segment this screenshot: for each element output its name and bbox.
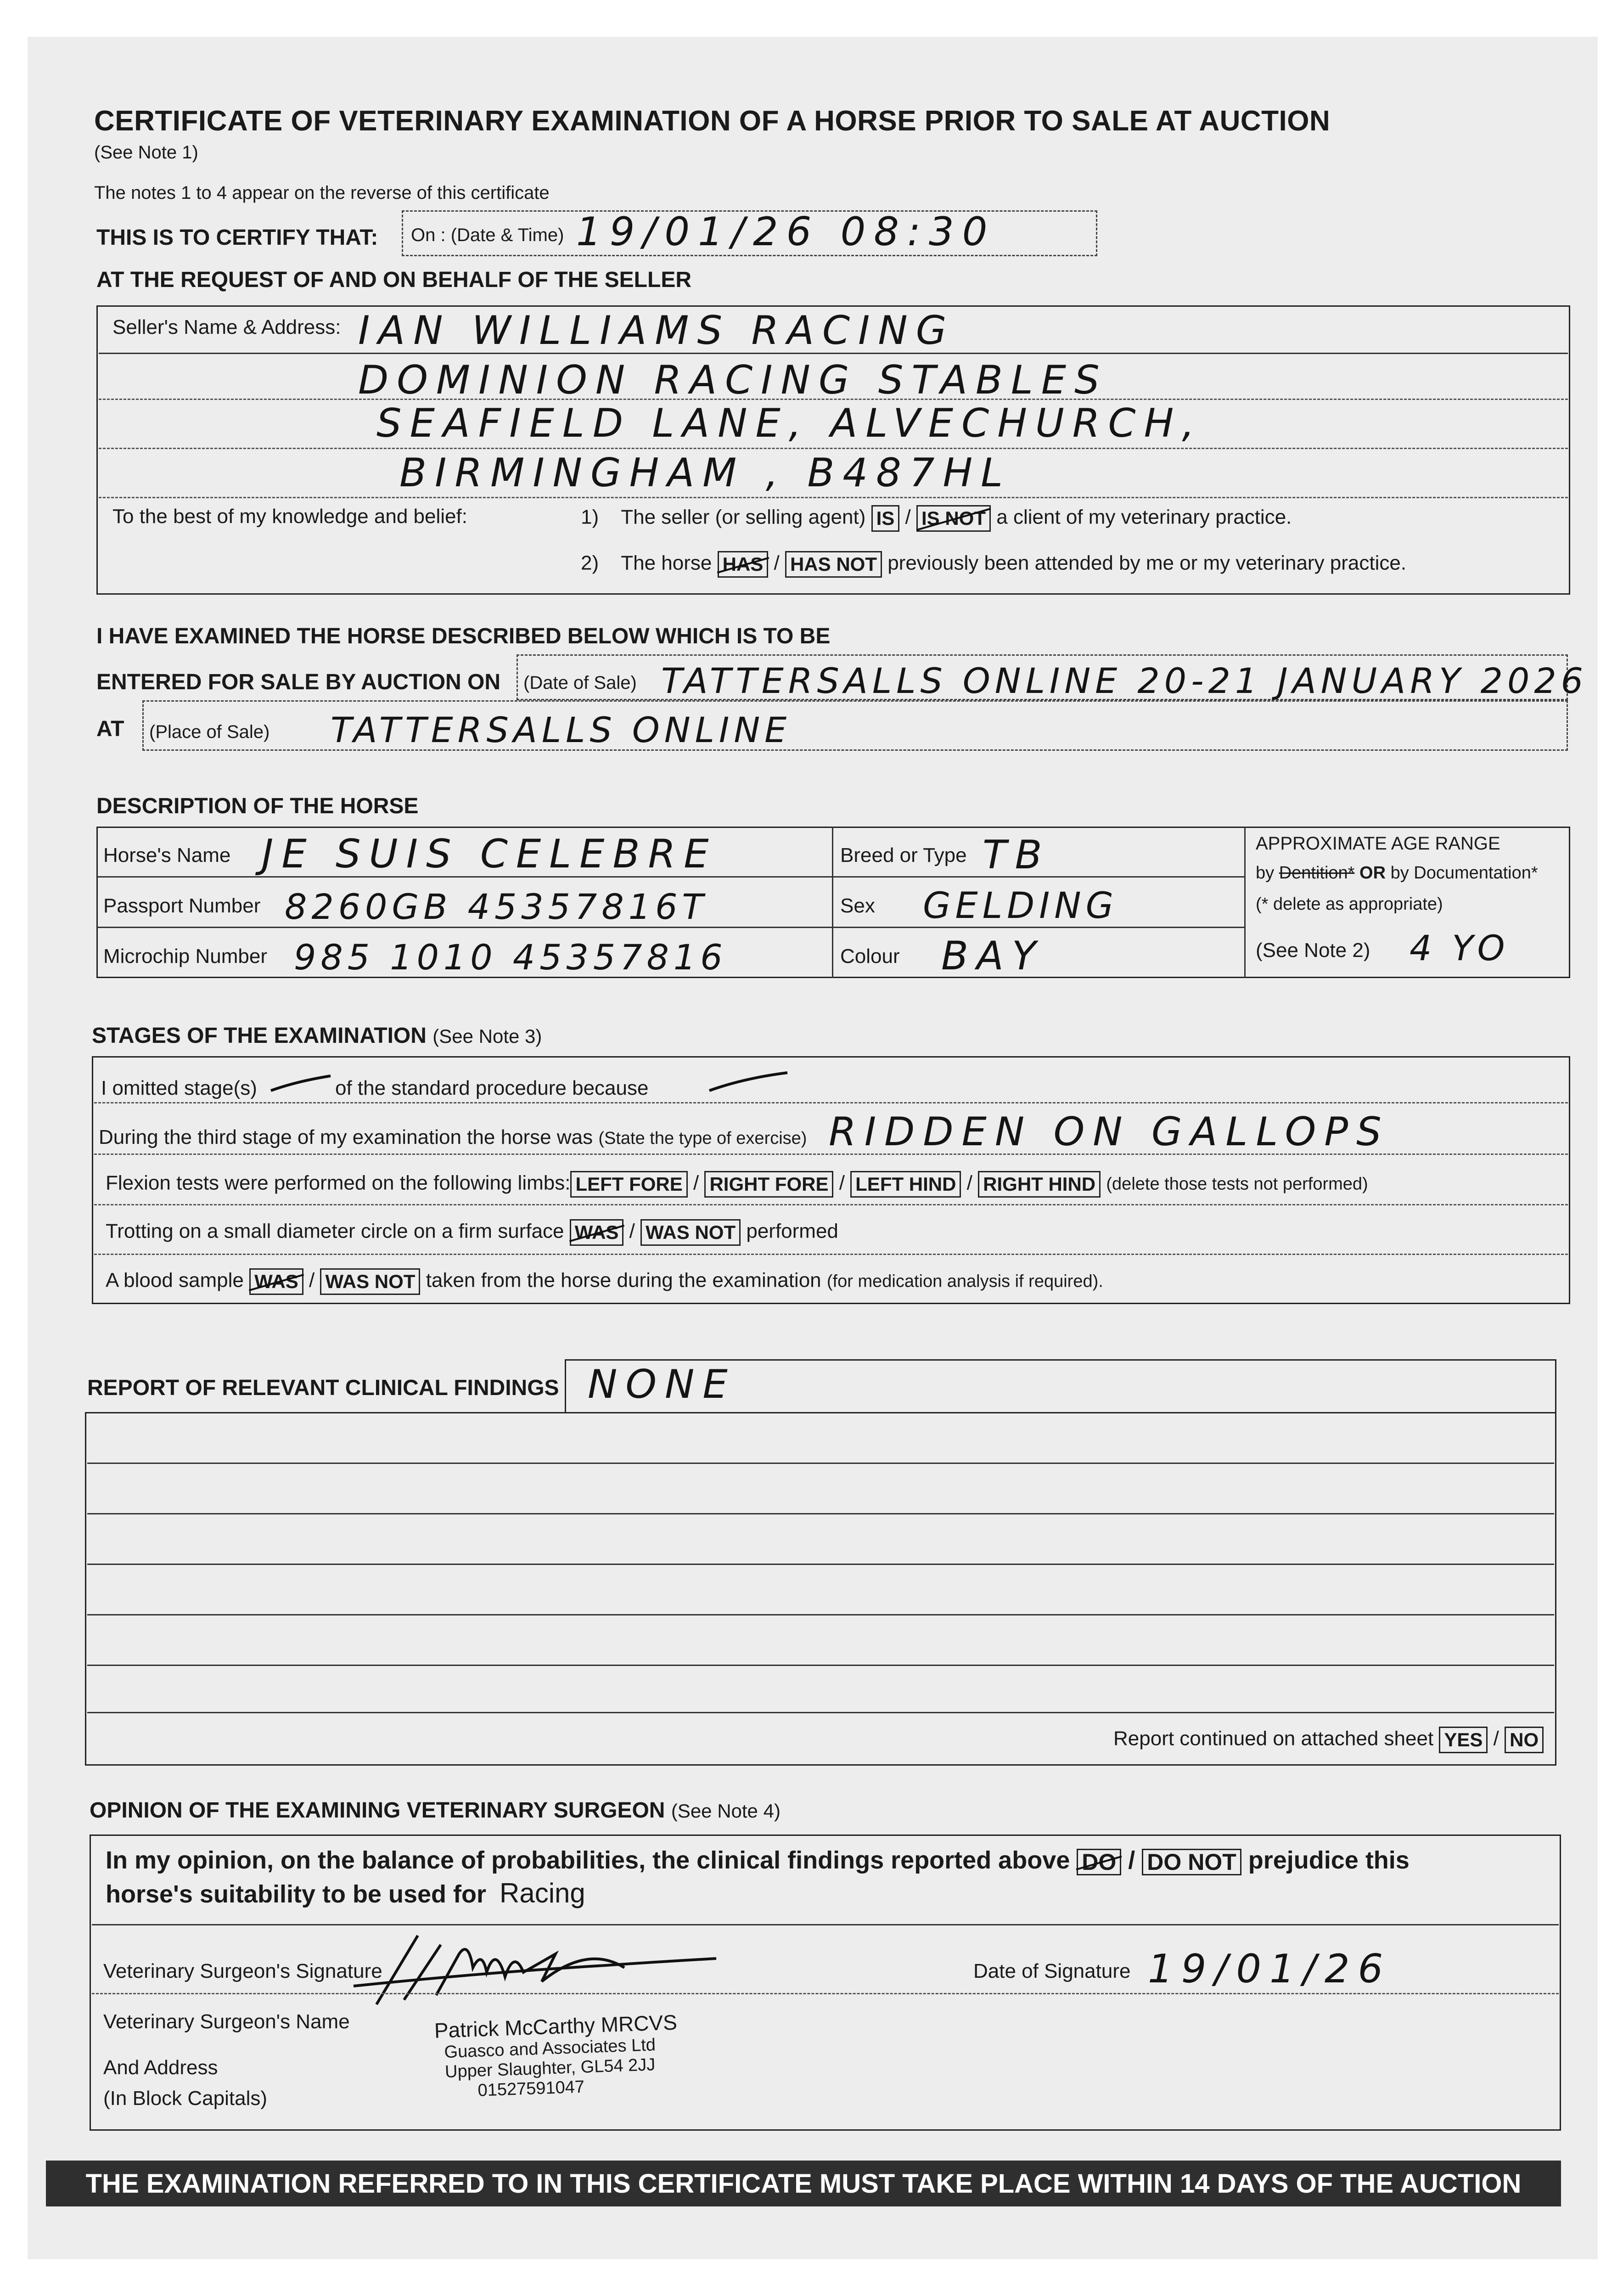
report-rule-2 (87, 1513, 1554, 1514)
trot-was-option[interactable]: WAS (570, 1219, 624, 1246)
statement-1-post: a client of my veterinary practice. (996, 506, 1292, 529)
at-label: AT (96, 717, 124, 741)
vet-signature (349, 1926, 725, 2014)
opinion-title: OPINION OF THE EXAMINING VETERINARY SURGEON (90, 1798, 665, 1823)
blood-line: A blood sample WAS / WAS NOT taken from the horse during the examination (for medication analysis if required). (106, 1268, 1103, 1295)
date-of-sale-value: TATTERSALLS ONLINE 20-21 JANUARY 2026 (661, 660, 1588, 701)
flexion-left-fore[interactable]: LEFT FORE (570, 1171, 687, 1198)
see-note-1: (See Note 1) (94, 142, 198, 163)
age-see-note: (See Note 2) (1256, 939, 1370, 962)
statement-2 (581, 551, 1406, 578)
report-rule-6 (87, 1712, 1554, 1713)
statement-2-number: 2) (581, 551, 599, 574)
report-rule-4 (87, 1614, 1554, 1615)
signature-rule (92, 1993, 1559, 1994)
seller-label: Seller's Name & Address: (112, 316, 341, 338)
vet-address-label: And Address (103, 2056, 218, 2079)
opinion-text-line-2 (106, 1877, 585, 1909)
statement-1 (581, 505, 1292, 532)
blood-post: taken from the horse during the examination (426, 1269, 821, 1292)
age-documentation-option[interactable]: by Documentation* (1390, 863, 1538, 883)
third-stage-line (99, 1126, 807, 1149)
microchip-value: 985 1010 45357816 (294, 937, 727, 978)
seller-rule-3 (99, 448, 1568, 449)
stamp-line-2: Guasco and Associates Ltd (444, 2035, 656, 2062)
on-datetime-label: On : (Date & Time) (411, 225, 564, 245)
seller-line-4: BIRMINGHAM , B487HL (399, 450, 1011, 496)
place-of-sale-label: (Place of Sale) (149, 722, 270, 742)
flexion-right-fore[interactable]: RIGHT FORE (704, 1171, 833, 1198)
certificate-title: CERTIFICATE OF VETERINARY EXAMINATION OF A HORSE PRIOR TO SALE AT AUCTION (94, 105, 1331, 137)
omitted-pre: I omitted stage(s) (101, 1077, 257, 1099)
statement-1-sep: / (905, 506, 911, 529)
omitted-post: of the standard procedure because (335, 1077, 649, 1099)
flexion-line: Flexion tests were performed on the following limbs: LEFT FORE / RIGHT FORE / LEFT HIND / RIGHT HIND (delete those tests not performed) (106, 1171, 1368, 1198)
date-signature-label: Date of Signature (973, 1960, 1131, 1982)
seller-rule-2 (99, 399, 1568, 400)
seller-line-2: DOMINION RACING STABLES (358, 357, 1108, 403)
colour-value: BAY (941, 933, 1045, 979)
colour-label: Colour (840, 945, 900, 968)
statement-2-sep: / (774, 551, 780, 574)
statement-1-pre: The seller (or selling agent) (621, 506, 866, 529)
certify-label: THIS IS TO CERTIFY THAT: (96, 225, 378, 250)
report-rule-1 (87, 1463, 1554, 1464)
age-value: 4 YO (1410, 928, 1510, 968)
stages-rule-4 (94, 1254, 1568, 1255)
horse-has-not-option[interactable]: HAS NOT (785, 551, 882, 578)
breed-label: Breed or Type (840, 844, 967, 867)
third-stage-pre: During the third stage of my examination the horse was (99, 1126, 593, 1148)
statement-2-post: previously been attended by me or my veterinary practice. (887, 551, 1407, 574)
opinion-text-post: prejudice this (1248, 1846, 1410, 1874)
entered-label: ENTERED FOR SALE BY AUCTION ON (96, 670, 501, 694)
report-yes-option[interactable]: YES (1439, 1727, 1488, 1753)
examined-label: I HAVE EXAMINED THE HORSE DESCRIBED BELOW WHICH IS TO BE (96, 624, 831, 648)
flexion-post: (delete those tests not performed) (1106, 1174, 1368, 1194)
seller-is-option[interactable]: IS (871, 505, 900, 532)
age-method-line (1256, 863, 1538, 883)
stages-note: (See Note 3) (432, 1025, 542, 1047)
microchip-label: Microchip Number (103, 945, 267, 968)
seller-rule-4 (99, 497, 1568, 498)
signature-label: Veterinary Surgeon's Signature (103, 1960, 382, 1982)
report-rule-5 (87, 1665, 1554, 1666)
opinion-text-pre: In my opinion, on the balance of probabilities, the clinical findings reported above (106, 1846, 1070, 1874)
opinion-do-not-option[interactable]: DO NOT (1142, 1849, 1241, 1875)
blood-note: (for medication analysis if required). (826, 1272, 1103, 1291)
breed-value: TB (983, 832, 1050, 878)
vet-name-label: Veterinary Surgeon's Name (103, 2010, 350, 2033)
omitted-reason-mark (707, 1070, 790, 1095)
opinion-note: (See Note 4) (671, 1800, 781, 1822)
seller-line-3: SEAFIELD LANE, ALVECHURCH, (376, 400, 1203, 446)
report-rule-3 (87, 1564, 1554, 1565)
notes-line: The notes 1 to 4 appear on the reverse of this certificate (94, 183, 550, 203)
seller-line-1: IAN WILLIAMS RACING (358, 308, 955, 354)
trot-was-not-option[interactable]: WAS NOT (640, 1219, 741, 1246)
horse-name-value: JE SUIS CELEBRE (262, 831, 717, 877)
trot-line: Trotting on a small diameter circle on a firm surface WAS / WAS NOT performed (106, 1219, 838, 1246)
report-continued-label: Report continued on attached sheet (1113, 1727, 1434, 1750)
statement-1-number: 1) (581, 506, 599, 529)
trot-post: performed (746, 1220, 838, 1243)
stages-rule-2 (94, 1154, 1568, 1155)
sex-value: GELDING (923, 885, 1118, 927)
report-value: NONE (588, 1362, 736, 1407)
horse-col-rule-1 (832, 827, 833, 978)
age-or: OR (1359, 863, 1386, 883)
horse-has-option[interactable]: HAS (718, 551, 769, 578)
age-range-title: APPROXIMATE AGE RANGE (1256, 833, 1500, 854)
opinion-use-value: Racing (500, 1878, 585, 1908)
footer-notice: THE EXAMINATION REFERRED TO IN THIS CERTIFICATE MUST TAKE PLACE WITHIN 14 DAYS OF THE AUCTION (46, 2161, 1561, 2206)
exam-datetime-value: 19/01/26 08:30 (576, 209, 996, 255)
flexion-right-hind[interactable]: RIGHT HIND (978, 1171, 1101, 1198)
horse-col-rule-2 (1244, 827, 1246, 978)
opinion-rule-1 (92, 1924, 1559, 1925)
blood-pre: A blood sample (106, 1269, 244, 1292)
knowledge-label: To the best of my knowledge and belief: (112, 505, 467, 528)
stamp-line-3: Upper Slaughter, GL54 2JJ (444, 2055, 656, 2082)
seller-rule-1 (99, 353, 1568, 354)
request-label: AT THE REQUEST OF AND ON BEHALF OF THE SELLER (96, 268, 691, 292)
report-continued-line: Report continued on attached sheet YES / NO (1113, 1727, 1544, 1753)
horse-name-label: Horse's Name (103, 844, 231, 867)
third-stage-value: RIDDEN ON GALLOPS (829, 1109, 1390, 1155)
statement-2-pre: The horse (621, 551, 712, 574)
report-no-option[interactable]: NO (1505, 1727, 1544, 1753)
age-delete-note: (* delete as appropriate) (1256, 895, 1443, 914)
stamp-line-4: 01527591047 (477, 2077, 585, 2100)
report-label: REPORT OF RELEVANT CLINICAL FINDINGS (87, 1376, 559, 1400)
vet-caps-label: (In Block Capitals) (103, 2087, 268, 2110)
vet-stamp (434, 2010, 680, 2102)
date-signature-value: 19/01/26 (1148, 1946, 1392, 1992)
opinion-text-line2: horse's suitability to be used for (106, 1880, 486, 1908)
horse-section-label: DESCRIPTION OF THE HORSE (96, 794, 419, 818)
place-of-sale-value: TATTERSALLS ONLINE (331, 709, 792, 750)
blood-was-option[interactable]: WAS (249, 1268, 303, 1295)
stages-rule-3 (94, 1204, 1568, 1205)
sex-label: Sex (840, 895, 875, 917)
opinion-text-line-1: In my opinion, on the balance of probabilities, the clinical findings reported above DO / DO NOT prejudice this (106, 1846, 1410, 1875)
date-of-sale-label: (Date of Sale) (523, 673, 637, 693)
passport-value: 8260GB 45357816T (285, 886, 708, 927)
passport-label: Passport Number (103, 895, 261, 917)
third-stage-note: (State the type of exercise) (598, 1129, 807, 1148)
blood-was-not-option[interactable]: WAS NOT (320, 1268, 420, 1295)
flexion-left-hind[interactable]: LEFT HIND (850, 1171, 961, 1198)
stages-title: STAGES OF THE EXAMINATION (92, 1024, 427, 1048)
stamp-line-1: Patrick McCarthy MRCVS (434, 2010, 678, 2043)
flexion-pre: Flexion tests were performed on the following limbs: (106, 1171, 571, 1194)
stages-rule-1 (94, 1102, 1568, 1103)
opinion-do-option[interactable]: DO (1077, 1849, 1121, 1875)
opinion-section-label (90, 1798, 781, 1823)
trot-pre: Trotting on a small diameter circle on a firm surface (106, 1220, 564, 1243)
seller-is-not-option[interactable]: IS NOT (916, 505, 991, 532)
age-dentition-option[interactable]: Dentition* (1279, 863, 1355, 883)
omitted-dash-mark (269, 1072, 333, 1095)
age-by: by (1256, 863, 1275, 883)
stages-section-label (92, 1023, 542, 1048)
